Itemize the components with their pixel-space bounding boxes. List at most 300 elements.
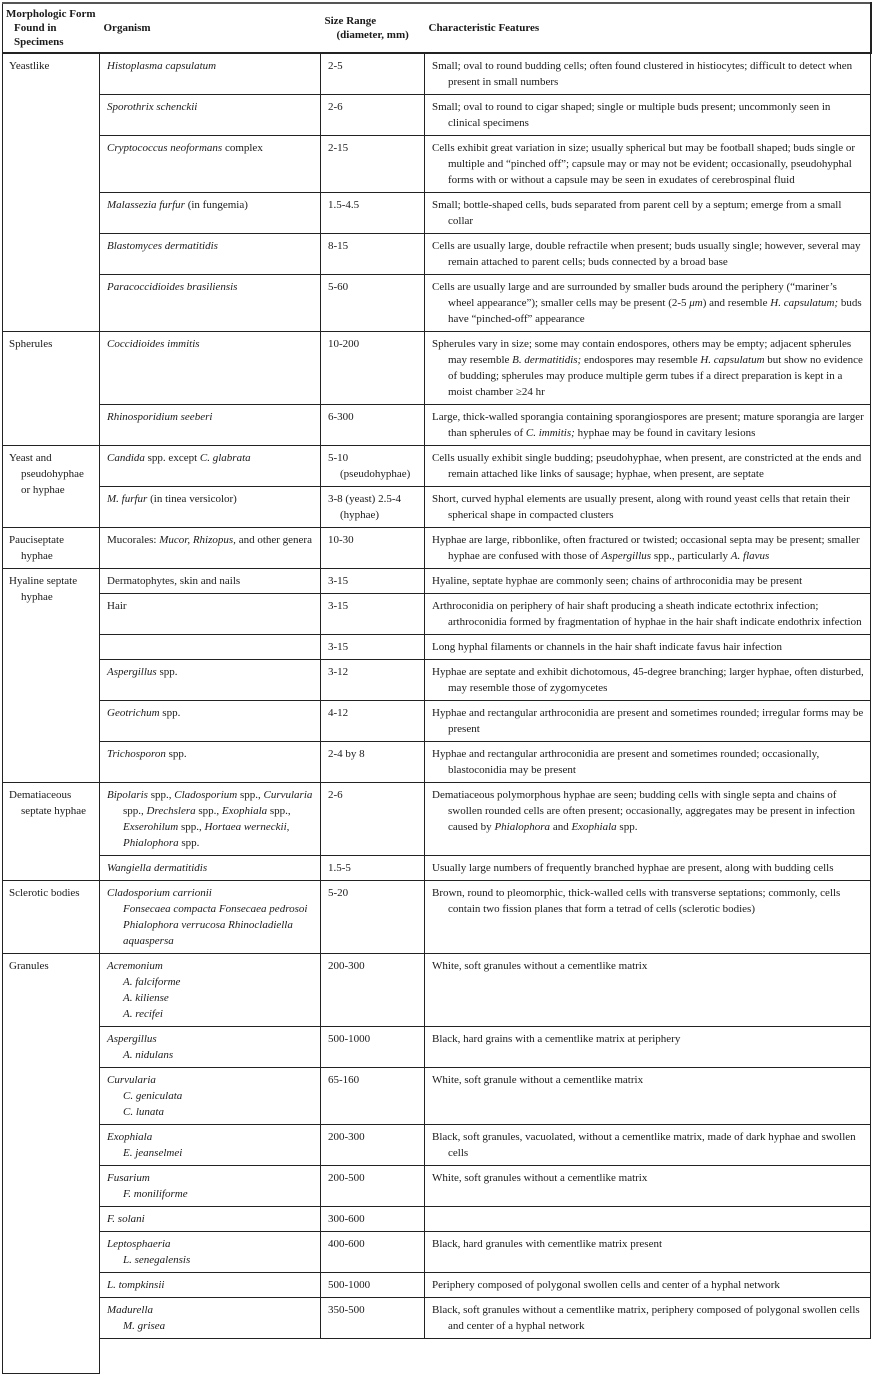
features-text: Small; oval to round budding cells; often found clustered in histiocytes; difficult to detect when present in small numbers xyxy=(432,60,853,88)
morphologic-form-label: Hyaline septate hyphae xyxy=(9,575,78,603)
size-range-value: 2-5 xyxy=(328,60,343,72)
organism-name xyxy=(107,197,314,213)
features-cell xyxy=(425,660,871,701)
size-range-cell xyxy=(321,234,425,275)
size-range-cell xyxy=(321,1068,425,1125)
text-run: (in fungemia) xyxy=(184,199,248,211)
features-cell xyxy=(425,1068,871,1125)
text-run: Mucor, Rhizopus, xyxy=(159,534,236,546)
text-run: B. dermatitidis; xyxy=(512,354,582,366)
size-range-value: 200-500 xyxy=(328,1172,365,1184)
organism-name xyxy=(107,409,314,425)
features-text: Black, hard granules with cementlike matrix present xyxy=(432,1238,663,1250)
size-range-value: 8-15 xyxy=(328,240,349,252)
organism-name xyxy=(107,140,314,156)
organism-species: F. moniliforme xyxy=(123,1188,188,1200)
organism-name xyxy=(107,1072,314,1088)
text-run: M. furfur xyxy=(107,493,148,505)
features-cell xyxy=(425,136,871,193)
organism-cell xyxy=(100,1068,321,1125)
text-run: spp., xyxy=(267,805,291,817)
text-run: Aspergillus xyxy=(107,666,157,678)
size-range-cell xyxy=(321,332,425,405)
table-row xyxy=(3,405,871,446)
header-size-sub: (diameter, mm) xyxy=(336,29,409,41)
organism-cell xyxy=(100,635,321,660)
morphologic-form-label: Sclerotic bodies xyxy=(9,887,80,899)
organism-name xyxy=(107,1277,314,1293)
features-text: Hyphae and rectangular arthroconidia are present and sometimes rounded; irregular forms may be present xyxy=(432,707,864,735)
features-text: Hyphae are septate and exhibit dichotomous, 45-degree branching; larger hyphae, often disturbed, may resemble those of zygomycetes xyxy=(432,666,864,694)
text-run: A. flavus xyxy=(730,550,770,562)
size-range-cell xyxy=(321,569,425,594)
features-text: White, soft granules without a cementlike matrix xyxy=(432,960,648,972)
text-run: Bipolaris xyxy=(107,789,148,801)
organism-species: E. jeanselmei xyxy=(123,1147,183,1159)
text-run: endospores may resemble xyxy=(581,354,701,366)
features-text: Short, curved hyphal elements are usually present, along with round yeast cells that retain their spherical shape in compacted clusters xyxy=(432,493,850,521)
size-range-cell xyxy=(321,487,425,528)
organism-cell xyxy=(100,275,321,332)
text-run: Leptosphaeria xyxy=(107,1238,171,1250)
text-run: spp. xyxy=(165,748,187,760)
organism-name xyxy=(107,860,314,876)
text-run: spp. xyxy=(178,837,200,849)
features-text xyxy=(432,279,864,327)
text-run: C. glabrata xyxy=(199,452,251,464)
morphologic-form-label: Granules xyxy=(9,960,49,972)
header-size xyxy=(321,3,425,53)
table-row xyxy=(3,1207,871,1232)
size-range-cell xyxy=(321,1125,425,1166)
features-text: White, soft granule without a cementlike matrix xyxy=(432,1074,644,1086)
text-run: Histoplasma capsulatum xyxy=(107,60,217,72)
table-row xyxy=(3,95,871,136)
size-range-cell xyxy=(321,1298,425,1339)
features-text: Black, hard grains with a cementlike matrix at periphery xyxy=(432,1033,681,1045)
organism-name xyxy=(107,598,314,614)
features-text: Hyphae and rectangular arthroconidia are present and sometimes rounded; occasionally, blastoconidia may be present xyxy=(432,748,820,776)
text-run: Coccidioides immitis xyxy=(107,338,200,350)
organism-name xyxy=(107,450,314,466)
table-row xyxy=(3,193,871,234)
text-run: Cells are usually large and are surrounded by smaller buds around the periphery (“mariner’s wheel appearance”); smaller cells may be present (2-5 xyxy=(432,281,837,309)
features-cell xyxy=(425,193,871,234)
features-cell xyxy=(425,487,871,528)
size-range-cell xyxy=(321,405,425,446)
text-run: hyphae may be found in cavitary lesions xyxy=(574,427,756,439)
features-text: Black, soft granules, vacuolated, without a cementlike matrix, made of dark hyphae and swollen cells xyxy=(432,1131,856,1159)
text-run: and xyxy=(550,821,572,833)
morphologic-form-label: Yeastlike xyxy=(9,60,50,72)
organism-species: C. geniculata xyxy=(123,1090,183,1102)
morphologic-form-label: Spherules xyxy=(9,338,53,350)
organism-cell xyxy=(100,53,321,95)
text-run: spp., xyxy=(178,821,205,833)
morphologic-form-label: Yeast and pseudohyphae or hyphae xyxy=(9,452,84,496)
organism-cell xyxy=(100,332,321,405)
organism-name xyxy=(107,664,314,680)
text-run: spp. xyxy=(159,707,181,719)
table-body xyxy=(3,53,871,1373)
table-row-continuation xyxy=(3,1339,871,1374)
organism-cell xyxy=(100,487,321,528)
size-range-value: 10-200 xyxy=(328,338,360,350)
table-row xyxy=(3,1027,871,1068)
organism-species: C. lunata xyxy=(123,1106,164,1118)
organism-cell xyxy=(100,1166,321,1207)
organism-cell xyxy=(100,1273,321,1298)
table-row xyxy=(3,881,871,954)
organism-cell xyxy=(100,594,321,635)
size-range-value: 10-30 xyxy=(328,534,354,546)
features-text: Small; bottle-shaped cells, buds separated from parent cell by a septum; emerge from a small collar xyxy=(432,199,842,227)
features-text: Black, soft granules without a cementlike matrix, periphery composed of polygonal swollen cells and center of a hyphal network xyxy=(432,1304,860,1332)
table-row xyxy=(3,1125,871,1166)
organism-cell xyxy=(100,193,321,234)
size-range-cell xyxy=(321,193,425,234)
size-range-value: 3-12 xyxy=(328,666,349,678)
text-run: spp. xyxy=(616,821,638,833)
size-range-cell xyxy=(321,1273,425,1298)
features-text: Arthroconidia on periphery of hair shaft producing a sheath indicate ectothrix infection; arthroconidia formed by fragmentation of hyphae in the hair shaft indicate endothrix infection xyxy=(432,600,862,628)
organism-cell xyxy=(100,234,321,275)
text-run: H. capsulatum xyxy=(700,354,765,366)
text-run: F. solani xyxy=(107,1213,145,1225)
organism-name xyxy=(107,491,314,507)
organism-name xyxy=(107,1170,314,1186)
size-range-cell xyxy=(321,742,425,783)
features-text xyxy=(432,787,864,835)
size-range-cell xyxy=(321,594,425,635)
table-row xyxy=(3,528,871,569)
organism-cell xyxy=(100,701,321,742)
features-cell xyxy=(425,53,871,95)
organism-species: A. recifei xyxy=(123,1008,163,1020)
organism-name xyxy=(107,1236,314,1252)
features-cell xyxy=(425,954,871,1027)
size-range-value: 3-15 xyxy=(328,641,349,653)
size-range-cell-empty xyxy=(321,1339,425,1374)
text-run: spp. xyxy=(156,666,178,678)
morphologic-form-cell xyxy=(3,53,100,332)
text-run: buds have “pinched-off” appearance xyxy=(448,297,862,325)
table-row xyxy=(3,332,871,405)
size-range-cell xyxy=(321,528,425,569)
morphologic-form-cell xyxy=(3,332,100,446)
text-run: Curvularia xyxy=(263,789,313,801)
text-run: Dermatophytes, skin and nails xyxy=(107,575,241,587)
morphologic-form-cell xyxy=(3,954,100,1374)
table-row xyxy=(3,234,871,275)
text-run: complex xyxy=(222,142,263,154)
text-run: ) and resemble xyxy=(702,297,771,309)
size-range-cell xyxy=(321,660,425,701)
features-cell xyxy=(425,783,871,856)
organism-cell xyxy=(100,742,321,783)
organism-name xyxy=(107,885,314,901)
header-features: Characteristic Features xyxy=(425,3,871,53)
size-range-value: 200-300 xyxy=(328,960,365,972)
text-run: Blastomyces dermatitidis xyxy=(107,240,218,252)
features-cell xyxy=(425,405,871,446)
size-range-value: 500-1000 xyxy=(328,1279,371,1291)
features-cell xyxy=(425,881,871,954)
organism-species: A. kiliense xyxy=(123,992,169,1004)
organism-cell xyxy=(100,954,321,1027)
header-form-line: Found in xyxy=(14,22,57,34)
text-run: spp., xyxy=(237,789,264,801)
text-run: Candida xyxy=(107,452,145,464)
text-run: Exserohilum xyxy=(123,821,179,833)
morphologic-form-cell xyxy=(3,446,100,528)
size-range-cell xyxy=(321,954,425,1027)
features-text: Usually large numbers of frequently branched hyphae are present, along with budding cells xyxy=(432,862,834,874)
organism-name xyxy=(107,1302,314,1318)
text-run: Rhinosporidium seeberi xyxy=(107,411,213,423)
features-text: Cells exhibit great variation in size; usually spherical but may be football shaped; buds single or multiple and “pinched off”; capsule may or may not be evident; occasionally, pseudohyphal forms with or without a capsule may be seen in exudates of cerebrospinal fluid xyxy=(432,142,856,186)
organism-cell xyxy=(100,1125,321,1166)
size-range-value: 400-600 xyxy=(328,1238,365,1250)
features-cell xyxy=(425,1207,871,1232)
organism-name xyxy=(107,336,314,352)
text-run: Aspergillus xyxy=(601,550,652,562)
features-cell xyxy=(425,569,871,594)
text-run: and other genera xyxy=(235,534,312,546)
organism-cell xyxy=(100,660,321,701)
organism-cell xyxy=(100,446,321,487)
header-form-line: Morphologic Form xyxy=(6,8,96,20)
features-text xyxy=(432,409,864,441)
size-range-value: 5-10 (pseudohyphae) xyxy=(328,452,411,480)
features-text: Hyaline, septate hyphae are commonly seen; chains of arthroconidia may be present xyxy=(432,575,803,587)
organism-name xyxy=(107,787,314,851)
features-text: Periphery composed of polygonal swollen cells and center of a hyphal network xyxy=(432,1279,780,1291)
size-range-value: 5-20 xyxy=(328,887,349,899)
organism-species: L. senegalensis xyxy=(123,1254,191,1266)
text-run: Phialophora xyxy=(494,821,551,833)
organism-name xyxy=(107,1031,314,1047)
table-row xyxy=(3,1068,871,1125)
size-range-cell xyxy=(321,1166,425,1207)
text-run: Dematiaceous polymorphous hyphae are seen; budding cells with single septa and chains of swollen rounded cells are often present; occasionally, aggregates may be present in infection caused by xyxy=(432,789,856,833)
size-range-cell xyxy=(321,1207,425,1232)
text-run: Malassezia furfur xyxy=(107,199,185,211)
text-run: μm xyxy=(689,297,703,309)
table-row xyxy=(3,569,871,594)
features-text: Small; oval to round to cigar shaped; single or multiple buds present; uncommonly seen in clinical specimens xyxy=(432,101,831,129)
organism-cell xyxy=(100,95,321,136)
table-row xyxy=(3,701,871,742)
text-run: Aspergillus xyxy=(107,1033,157,1045)
table-row xyxy=(3,660,871,701)
size-range-cell xyxy=(321,1027,425,1068)
text-run: Exophiala xyxy=(221,805,268,817)
organism-name xyxy=(107,279,314,295)
features-cell xyxy=(425,635,871,660)
text-run: Curvularia xyxy=(107,1074,156,1086)
features-cell xyxy=(425,332,871,405)
features-text: Long hyphal filaments or channels in the hair shaft indicate favus hair infection xyxy=(432,641,783,653)
size-range-cell xyxy=(321,446,425,487)
organism-cell xyxy=(100,1232,321,1273)
table-row xyxy=(3,53,871,95)
morphologic-form-cell xyxy=(3,569,100,783)
text-run: Paracoccidioides brasiliensis xyxy=(107,281,238,293)
features-text: Brown, round to pleomorphic, thick-walled cells with transverse septations; commonly, cells contain two fission planes that form a tetrad of cells (sclerotic bodies) xyxy=(432,887,841,915)
size-range-value: 4-12 xyxy=(328,707,349,719)
text-run: Exophiala xyxy=(107,1131,153,1143)
size-range-cell xyxy=(321,275,425,332)
organism-name xyxy=(107,238,314,254)
features-cell xyxy=(425,446,871,487)
table-row xyxy=(3,275,871,332)
text-run: L. tompkinsii xyxy=(107,1279,165,1291)
size-range-cell xyxy=(321,95,425,136)
organism-name xyxy=(107,746,314,762)
text-run: Madurella xyxy=(107,1304,154,1316)
text-run: spp., particularly xyxy=(651,550,731,562)
organism-species: A. falciforme xyxy=(123,976,181,988)
table-row xyxy=(3,954,871,1027)
text-run: Hair xyxy=(107,600,127,612)
table-row xyxy=(3,1232,871,1273)
organism-cell xyxy=(100,528,321,569)
size-range-cell xyxy=(321,635,425,660)
features-cell xyxy=(425,234,871,275)
text-run: Cladosporium xyxy=(174,789,238,801)
header-row xyxy=(3,3,871,53)
header-size-title: Size Range xyxy=(324,15,377,27)
table-row xyxy=(3,446,871,487)
table-row xyxy=(3,783,871,856)
organism-name xyxy=(107,99,314,115)
features-cell xyxy=(425,701,871,742)
features-cell xyxy=(425,1273,871,1298)
features-text: Cells usually exhibit single budding; pseudohyphae, when present, are constricted at the ends and remain attached like links of sausage; hyphae, when present, are septate xyxy=(432,452,862,480)
text-run: spp., xyxy=(195,805,222,817)
features-cell xyxy=(425,742,871,783)
text-run: Trichosporon xyxy=(107,748,166,760)
text-run: spp., xyxy=(123,805,147,817)
text-run: Spherules vary in size; some may contain endospores, others may be empty; adjacent spherules may resemble xyxy=(432,338,852,366)
organism-cell xyxy=(100,1027,321,1068)
table-row xyxy=(3,594,871,635)
morphologic-form-label: Dematiaceous septate hyphae xyxy=(9,789,87,817)
organism-name xyxy=(107,1129,314,1145)
size-range-value: 1.5-4.5 xyxy=(328,199,360,211)
features-cell xyxy=(425,1298,871,1339)
organism-name xyxy=(107,1211,314,1227)
table-row xyxy=(3,856,871,881)
organism-cell xyxy=(100,881,321,954)
size-range-value: 6-300 xyxy=(328,411,354,423)
features-cell xyxy=(425,1166,871,1207)
size-range-value: 2-15 xyxy=(328,142,349,154)
features-cell xyxy=(425,856,871,881)
organism-species: Fonsecaea compacta Fonsecaea pedrosoi Phialophora verrucosa Rhinocladiella aquaspersa xyxy=(123,903,308,947)
features-text xyxy=(432,532,864,564)
organism-name xyxy=(107,705,314,721)
text-run: Exophiala xyxy=(571,821,617,833)
organism-cell xyxy=(100,405,321,446)
text-run: Sporothrix schenckii xyxy=(107,101,198,113)
size-range-cell xyxy=(321,1232,425,1273)
organism-cell-empty xyxy=(100,1339,321,1374)
header-organism: Organism xyxy=(100,3,321,53)
header-form xyxy=(3,3,100,53)
morphologic-forms-table xyxy=(2,2,872,1374)
size-range-cell xyxy=(321,701,425,742)
size-range-value: 3-8 (yeast) 2.5-4 (hyphae) xyxy=(328,493,402,521)
text-run: Acremonium xyxy=(107,960,163,972)
organism-cell xyxy=(100,856,321,881)
size-range-value: 200-300 xyxy=(328,1131,365,1143)
size-range-value: 3-15 xyxy=(328,575,349,587)
table-row xyxy=(3,1273,871,1298)
size-range-value: 5-60 xyxy=(328,281,349,293)
table-row xyxy=(3,1166,871,1207)
size-range-value: 1.5-5 xyxy=(328,862,351,874)
morphologic-form-label: Pauciseptate hyphae xyxy=(9,534,64,562)
text-run: Large, thick-walled sporangia containing sporangiospores are present; mature sporangia are larger than spherules of xyxy=(432,411,864,439)
text-run: (in tinea versicolor) xyxy=(147,493,237,505)
text-run: Drechslera xyxy=(146,805,196,817)
organism-name xyxy=(107,573,314,589)
table-row xyxy=(3,635,871,660)
text-run: H. capsulatum; xyxy=(770,297,839,309)
organism-cell xyxy=(100,783,321,856)
organism-species: A. nidulans xyxy=(123,1049,174,1061)
organism-name xyxy=(107,58,314,74)
organism-cell xyxy=(100,1207,321,1232)
features-cell xyxy=(425,95,871,136)
text-run: Cladosporium carrionii xyxy=(107,887,212,899)
features-cell-empty xyxy=(425,1339,871,1374)
table-row xyxy=(3,1298,871,1339)
text-run: but show no evidence of budding; spherules may produce multiple germ tubes if a direct preparation is kept in a moist chamber ≥24 hr xyxy=(448,354,863,398)
organism-cell xyxy=(100,1298,321,1339)
text-run: Cryptococcus neoformans xyxy=(107,142,223,154)
size-range-value: 2-4 by 8 xyxy=(328,748,365,760)
organism-species: M. grisea xyxy=(123,1320,166,1332)
size-range-cell xyxy=(321,856,425,881)
size-range-cell xyxy=(321,53,425,95)
text-run: spp. except xyxy=(144,452,200,464)
features-cell xyxy=(425,528,871,569)
size-range-value: 3-15 xyxy=(328,600,349,612)
size-range-value: 500-1000 xyxy=(328,1033,371,1045)
organism-name xyxy=(107,958,314,974)
text-run: Fusarium xyxy=(107,1172,150,1184)
size-range-value: 2-6 xyxy=(328,101,343,113)
features-cell xyxy=(425,1027,871,1068)
text-run: Geotrichum xyxy=(107,707,160,719)
organism-name xyxy=(107,532,314,548)
morphologic-form-cell xyxy=(3,783,100,881)
size-range-cell xyxy=(321,881,425,954)
morphologic-form-cell xyxy=(3,881,100,954)
size-range-cell xyxy=(321,136,425,193)
text-run: spp., xyxy=(147,789,175,801)
features-text xyxy=(432,336,864,400)
text-run: Hyphae are large, ribbonlike, often fractured or twisted; occasional septa may be present; smaller hyphae are confused with those of xyxy=(432,534,860,562)
table-row xyxy=(3,742,871,783)
text-run: C. immitis; xyxy=(525,427,575,439)
features-cell xyxy=(425,275,871,332)
text-run: Wangiella dermatitidis xyxy=(107,862,208,874)
size-range-value: 350-500 xyxy=(328,1304,365,1316)
